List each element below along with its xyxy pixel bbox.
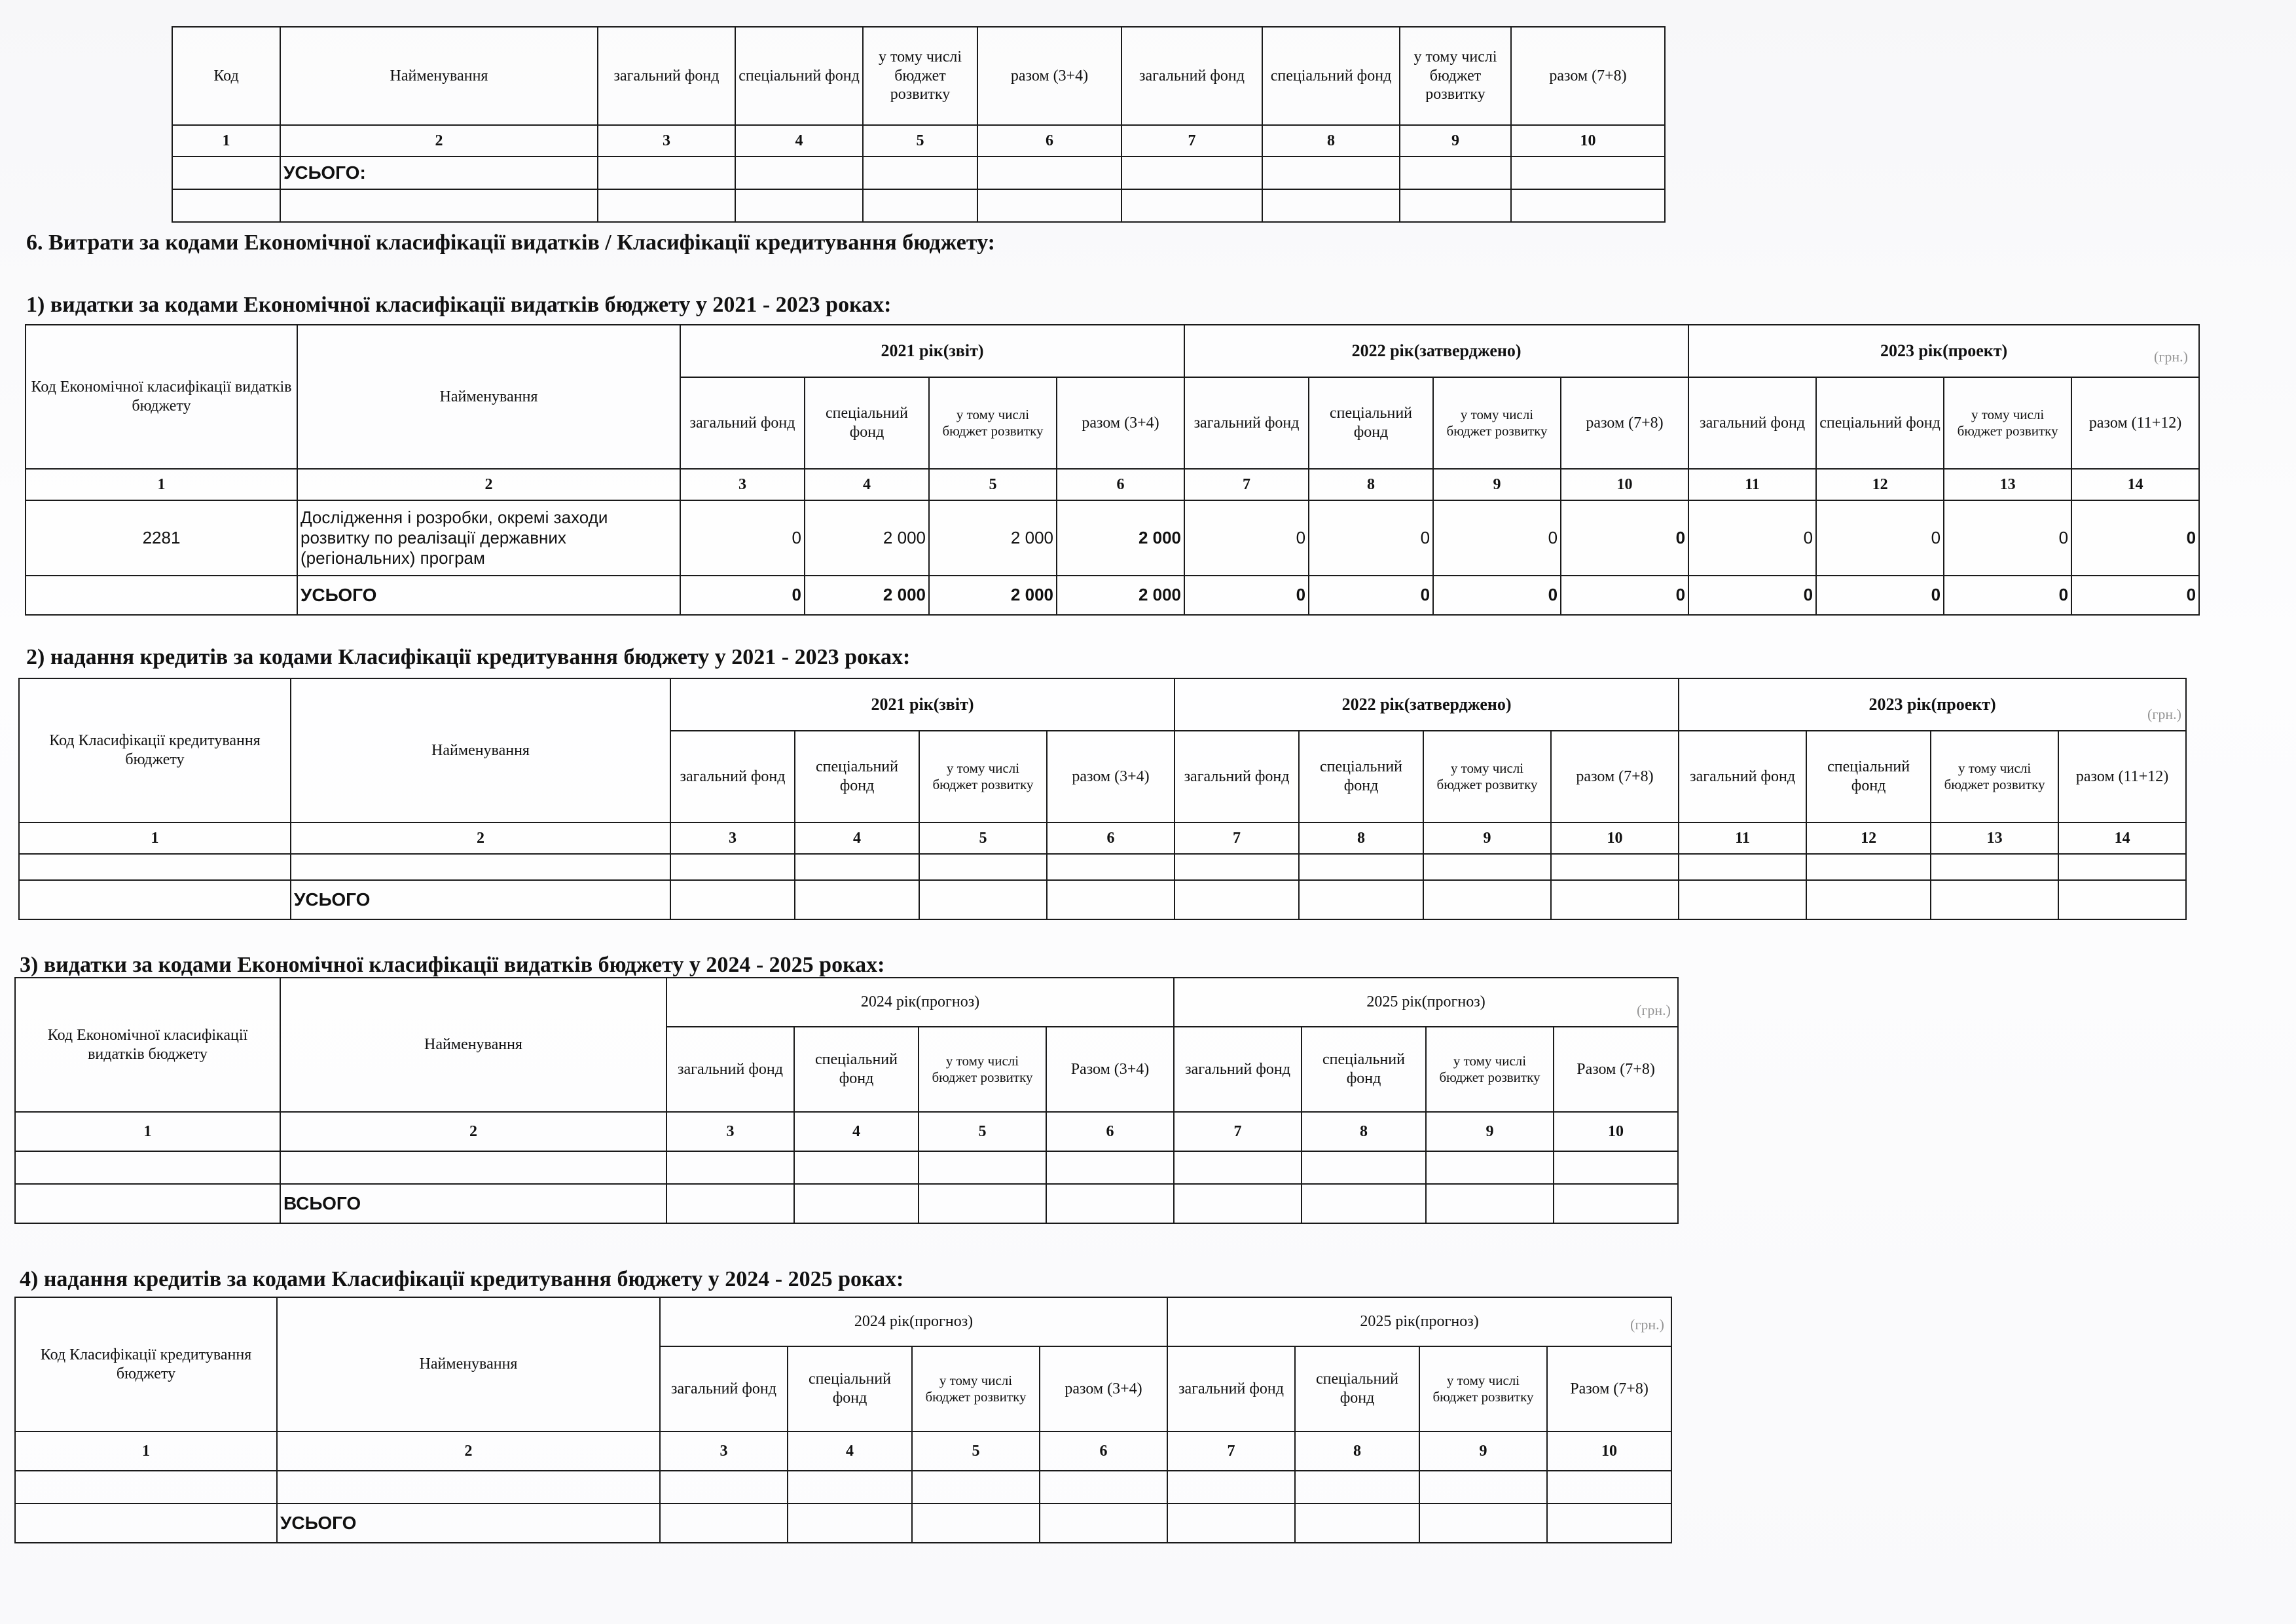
col-number: 5 [929, 469, 1057, 500]
col-number: 10 [1551, 822, 1679, 854]
header-dev-budget-2: у тому числі бюджет розвитку [1400, 27, 1511, 125]
col-number: 7 [1175, 822, 1299, 854]
header-total-3-4: разом (3+4) [977, 27, 1121, 125]
row-value: 2 000 [929, 500, 1057, 576]
header-general-fund: загальний фонд [670, 731, 795, 822]
col-number: 14 [2071, 469, 2199, 500]
row-value: 0 [1816, 500, 1944, 576]
header-special-fund: спеціальний фонд [1309, 377, 1433, 469]
header-special-fund: спеціальний фонд [1302, 1027, 1426, 1112]
empty-cell [26, 576, 297, 615]
col-number: 3 [670, 822, 795, 854]
col-number: 8 [1295, 1431, 1419, 1471]
header-code: Код [172, 27, 280, 125]
total-value: 0 [1688, 576, 1816, 615]
year-2023-header: 2023 рік(проект) [1679, 678, 2186, 731]
col-number: 4 [794, 1112, 919, 1151]
col-number: 4 [788, 1431, 912, 1471]
header-special-fund: спеціальний фонд [735, 27, 863, 125]
total-row [15, 1184, 1678, 1223]
header-name: Найменування [291, 678, 670, 822]
col-number: 11 [1679, 822, 1806, 854]
header-special-fund: спеціальний фонд [788, 1346, 912, 1431]
header-name: Найменування [280, 978, 666, 1112]
header-code: Код Економічної класифікації видатків бюджету [26, 325, 297, 469]
table-row [15, 1471, 1671, 1504]
col-number: 3 [598, 125, 735, 157]
col-number: 7 [1174, 1112, 1302, 1151]
empty-cell [1262, 189, 1400, 222]
empty-cell [172, 189, 280, 222]
col-number: 7 [1167, 1431, 1295, 1471]
col-number: 4 [795, 822, 919, 854]
col-number: 3 [660, 1431, 788, 1471]
col-number: 3 [680, 469, 805, 500]
empty-cell [280, 189, 598, 222]
row-name: Дослідження і розробки, окремі заходи розвитку по реалізації державних (регіональних) програм [297, 500, 680, 576]
row-value: 0 [1688, 500, 1816, 576]
year-2021-header: 2021 рік(звіт) [670, 678, 1175, 731]
col-number: 13 [1931, 822, 2058, 854]
total-label: ВСЬОГО [280, 1184, 666, 1223]
col-number: 5 [919, 1112, 1046, 1151]
header-general-fund: загальний фонд [680, 377, 805, 469]
total-value: 2 000 [929, 576, 1057, 615]
header-general-fund: загальний фонд [1679, 731, 1806, 822]
empty-cell [1511, 157, 1665, 189]
total-row [19, 880, 2186, 919]
year-2022-header: 2022 рік(затверджено) [1184, 325, 1688, 377]
col-number: 6 [1057, 469, 1184, 500]
col-number: 10 [1554, 1112, 1678, 1151]
col-number: 9 [1423, 822, 1551, 854]
table-row [15, 1151, 1678, 1184]
empty-cell [1400, 157, 1511, 189]
header-code: Код Економічної класифікації видатків бюджету [15, 978, 280, 1112]
row-value: 0 [1184, 500, 1309, 576]
year-2025-header: 2025 рік(прогноз) [1174, 978, 1678, 1027]
header-dev-budget: у тому числі бюджет розвитку [1944, 377, 2071, 469]
col-number: 9 [1426, 1112, 1554, 1151]
empty-cell [735, 157, 863, 189]
empty-cell [1262, 157, 1400, 189]
empty-cell [1121, 157, 1262, 189]
empty-cell [977, 157, 1121, 189]
total-label: УСЬОГО: [280, 157, 598, 189]
header-special-fund: спеціальний фонд [1816, 377, 1944, 469]
header-total: разом (3+4) [1057, 377, 1184, 469]
row-value: 0 [1561, 500, 1688, 576]
total-value: 0 [1816, 576, 1944, 615]
col-number: 7 [1184, 469, 1309, 500]
empty-cell [863, 157, 977, 189]
header-general-fund: загальний фонд [666, 1027, 794, 1112]
year-2021-header: 2021 рік(звіт) [680, 325, 1184, 377]
total-value: 0 [2071, 576, 2199, 615]
header-total: Разом (7+8) [1554, 1027, 1678, 1112]
header-total: разом (3+4) [1040, 1346, 1167, 1431]
col-number: 6 [1040, 1431, 1167, 1471]
header-special-fund: спеціальний фонд [1299, 731, 1423, 822]
total-value: 0 [1184, 576, 1309, 615]
header-total: Разом (7+8) [1547, 1346, 1671, 1431]
header-general-fund: загальний фонд [1688, 377, 1816, 469]
top-partial-table [172, 26, 1666, 223]
total-row [26, 576, 2199, 615]
table-3-expenditures-2024-2025 [14, 977, 1679, 1224]
table-2-credits-2021-2023 [18, 678, 2187, 920]
empty-cell [977, 189, 1121, 222]
col-number: 13 [1944, 469, 2071, 500]
col-number: 10 [1547, 1431, 1671, 1471]
row-value: 0 [680, 500, 805, 576]
row-value: 0 [1944, 500, 2071, 576]
empty-cell [1121, 189, 1262, 222]
col-number: 2 [297, 469, 680, 500]
col-number: 11 [1688, 469, 1816, 500]
col-number: 4 [735, 125, 863, 157]
col-number: 6 [1047, 822, 1175, 854]
col-number: 1 [19, 822, 291, 854]
year-2023-header: 2023 рік(проект) [1688, 325, 2199, 377]
col-number: 1 [15, 1431, 277, 1471]
header-name: Найменування [280, 27, 598, 125]
header-general-fund: загальний фонд [660, 1346, 788, 1431]
col-number: 1 [26, 469, 297, 500]
header-dev-budget: у тому числі бюджет розвитку [1931, 731, 2058, 822]
total-value: 0 [1561, 576, 1688, 615]
year-2024-header: 2024 рік(прогноз) [660, 1297, 1167, 1346]
header-dev-budget: у тому числі бюджет розвитку [1433, 377, 1561, 469]
total-label: УСЬОГО [291, 880, 670, 919]
total-value: 0 [1309, 576, 1433, 615]
section-6-title: 6. Витрати за кодами Економічної класифікації видатків / Класифікації кредитування бюджету: [26, 231, 995, 255]
total-value: 2 000 [1057, 576, 1184, 615]
empty-cell [1400, 189, 1511, 222]
header-special-fund: спеціальний фонд [1806, 731, 1931, 822]
total-value: 0 [1433, 576, 1561, 615]
table-1-title: 1) видатки за кодами Економічної класифікації видатків бюджету у 2021 - 2023 роках: [26, 293, 892, 317]
table-2-title: 2) надання кредитів за кодами Класифікації кредитування бюджету у 2021 - 2023 роках: [26, 645, 911, 669]
total-value: 0 [680, 576, 805, 615]
year-2022-header: 2022 рік(затверджено) [1175, 678, 1679, 731]
col-number: 3 [666, 1112, 794, 1151]
header-general-fund: загальний фонд [1167, 1346, 1295, 1431]
col-number: 7 [1121, 125, 1262, 157]
col-number: 14 [2058, 822, 2186, 854]
header-general-fund: загальний фонд [1174, 1027, 1302, 1112]
header-dev-budget: у тому числі бюджет розвитку [1423, 731, 1551, 822]
col-number: 2 [280, 1112, 666, 1151]
header-special-fund: спеціальний фонд [805, 377, 929, 469]
header-general-fund-2: загальний фонд [1121, 27, 1262, 125]
empty-cell [19, 880, 291, 919]
col-number: 9 [1419, 1431, 1547, 1471]
total-row [15, 1504, 1671, 1543]
empty-cell [15, 1504, 277, 1543]
col-number: 2 [291, 822, 670, 854]
row-value: 2 000 [1057, 500, 1184, 576]
total-value: 2 000 [805, 576, 929, 615]
empty-cell [598, 189, 735, 222]
header-total: разом (11+12) [2058, 731, 2186, 822]
header-total: Разом (3+4) [1046, 1027, 1174, 1112]
col-number: 6 [1046, 1112, 1174, 1151]
header-name: Найменування [277, 1297, 660, 1431]
col-number: 6 [977, 125, 1121, 157]
col-number: 2 [277, 1431, 660, 1471]
col-number: 1 [15, 1112, 280, 1151]
table-row [19, 854, 2186, 880]
header-dev-budget: у тому числі бюджет розвитку [929, 377, 1057, 469]
table-4-credits-2024-2025 [14, 1297, 1672, 1543]
header-special-fund: спеціальний фонд [794, 1027, 919, 1112]
col-number: 8 [1262, 125, 1400, 157]
total-label: УСЬОГО [277, 1504, 660, 1543]
header-total: разом (11+12) [2071, 377, 2199, 469]
empty-cell [15, 1184, 280, 1223]
col-number: 8 [1309, 469, 1433, 500]
year-2025-header: 2025 рік(прогноз) [1167, 1297, 1671, 1346]
header-total-7-8: разом (7+8) [1511, 27, 1665, 125]
header-general-fund: загальний фонд [1184, 377, 1309, 469]
col-number: 4 [805, 469, 929, 500]
table-1-expenditures-2021-2023 [25, 324, 2200, 616]
header-special-fund: спеціальний фонд [1295, 1346, 1419, 1431]
row-value: 0 [2071, 500, 2199, 576]
header-dev-budget: у тому числі бюджет розвитку [1426, 1027, 1554, 1112]
year-2024-header: 2024 рік(прогноз) [666, 978, 1174, 1027]
header-total: разом (7+8) [1561, 377, 1688, 469]
header-dev-budget: у тому числі бюджет розвитку [919, 731, 1047, 822]
row-code: 2281 [26, 500, 297, 576]
col-number: 1 [172, 125, 280, 157]
total-value: 0 [1944, 576, 2071, 615]
row-value: 0 [1433, 500, 1561, 576]
empty-cell [172, 157, 280, 189]
header-total: разом (7+8) [1551, 731, 1679, 822]
total-label: УСЬОГО [297, 576, 680, 615]
header-general-fund: загальний фонд [598, 27, 735, 125]
empty-cell [598, 157, 735, 189]
col-number: 9 [1433, 469, 1561, 500]
col-number: 2 [280, 125, 598, 157]
table-3-title: 3) видатки за кодами Економічної класифікації видатків бюджету у 2024 - 2025 роках: [20, 953, 885, 977]
header-dev-budget: у тому числі бюджет розвитку [863, 27, 977, 125]
row-value: 2 000 [805, 500, 929, 576]
col-number: 5 [912, 1431, 1040, 1471]
header-code: Код Класифікації кредитування бюджету [19, 678, 291, 822]
row-value: 0 [1309, 500, 1433, 576]
header-general-fund: загальний фонд [1175, 731, 1299, 822]
empty-cell [1511, 189, 1665, 222]
col-number: 8 [1302, 1112, 1426, 1151]
header-name: Найменування [297, 325, 680, 469]
header-dev-budget: у тому числі бюджет розвитку [1419, 1346, 1547, 1431]
header-dev-budget: у тому числі бюджет розвитку [919, 1027, 1046, 1112]
col-number: 10 [1561, 469, 1688, 500]
col-number: 10 [1511, 125, 1665, 157]
header-dev-budget: у тому числі бюджет розвитку [912, 1346, 1040, 1431]
col-number: 9 [1400, 125, 1511, 157]
header-special-fund: спеціальний фонд [795, 731, 919, 822]
col-number: 8 [1299, 822, 1423, 854]
col-number: 12 [1806, 822, 1931, 854]
header-code: Код Класифікації кредитування бюджету [15, 1297, 277, 1431]
col-number: 5 [863, 125, 977, 157]
table-4-title: 4) надання кредитів за кодами Класифікації кредитування бюджету у 2024 - 2025 роках: [20, 1267, 904, 1291]
header-special-fund-2: спеціальний фонд [1262, 27, 1400, 125]
col-number: 12 [1816, 469, 1944, 500]
header-total: разом (3+4) [1047, 731, 1175, 822]
table-row [26, 500, 2199, 576]
col-number: 5 [919, 822, 1047, 854]
empty-cell [863, 189, 977, 222]
empty-cell [735, 189, 863, 222]
